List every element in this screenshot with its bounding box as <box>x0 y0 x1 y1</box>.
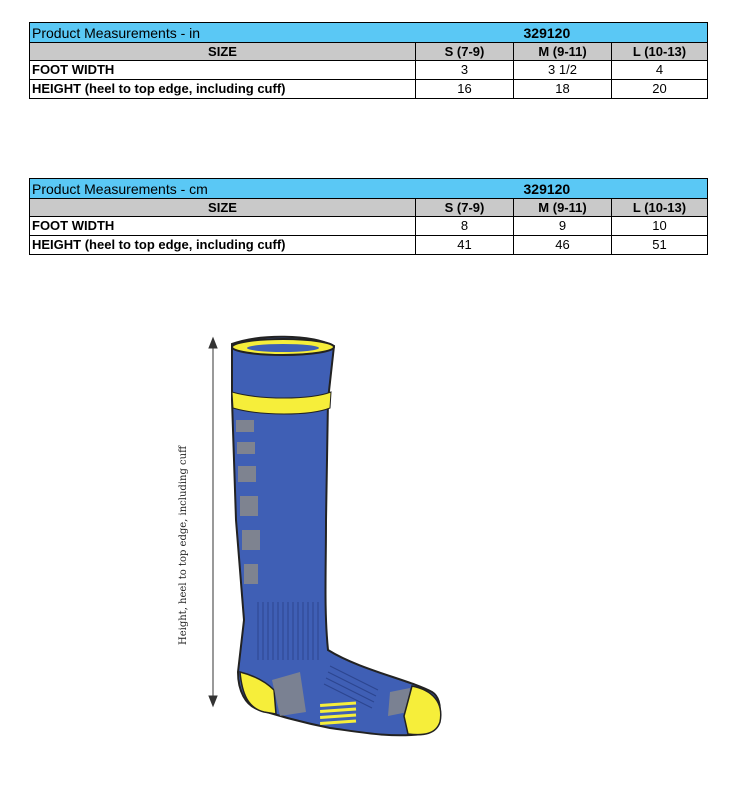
size-header-row <box>30 43 708 61</box>
table-row <box>30 61 708 80</box>
cell-value: 3 1/2 <box>514 61 612 80</box>
height-dimension-label: Height, heel to top edge, including cuff <box>178 445 189 645</box>
cell-value: 46 <box>514 236 612 255</box>
row-label: HEIGHT (heel to top edge, including cuff) <box>30 236 416 255</box>
cell-value: 20 <box>612 80 708 99</box>
measurements-table-cm <box>29 178 708 255</box>
size-medium: M (9-11) <box>514 43 612 61</box>
height-dimension-arrow <box>209 338 217 706</box>
cell-value: 4 <box>612 61 708 80</box>
measurements-table-in <box>29 22 708 99</box>
row-label: HEIGHT (heel to top edge, including cuff) <box>30 80 416 99</box>
size-small: S (7-9) <box>416 199 514 217</box>
cell-value: 51 <box>612 236 708 255</box>
cell-value: 8 <box>416 217 514 236</box>
product-code: 329120 <box>514 179 708 199</box>
size-large: L (10-13) <box>612 43 708 61</box>
row-label: FOOT WIDTH <box>30 61 416 80</box>
size-large: L (10-13) <box>612 199 708 217</box>
size-medium: M (9-11) <box>514 199 612 217</box>
cell-value: 10 <box>612 217 708 236</box>
table-row <box>30 80 708 99</box>
table-title-row <box>30 23 708 43</box>
table-row <box>30 217 708 236</box>
table-title-row <box>30 179 708 199</box>
size-header: SIZE <box>30 199 416 217</box>
sock-toe <box>404 686 441 735</box>
size-header: SIZE <box>30 43 416 61</box>
row-label: FOOT WIDTH <box>30 217 416 236</box>
cell-value: 41 <box>416 236 514 255</box>
table-row <box>30 236 708 255</box>
cell-value: 16 <box>416 80 514 99</box>
cell-value: 9 <box>514 217 612 236</box>
table-title: Product Measurements - in <box>30 23 514 43</box>
sock-illustration <box>160 320 460 760</box>
size-small: S (7-9) <box>416 43 514 61</box>
table-title: Product Measurements - cm <box>30 179 514 199</box>
cell-value: 18 <box>514 80 612 99</box>
size-header-row <box>30 199 708 217</box>
cell-value: 3 <box>416 61 514 80</box>
product-code: 329120 <box>514 23 708 43</box>
